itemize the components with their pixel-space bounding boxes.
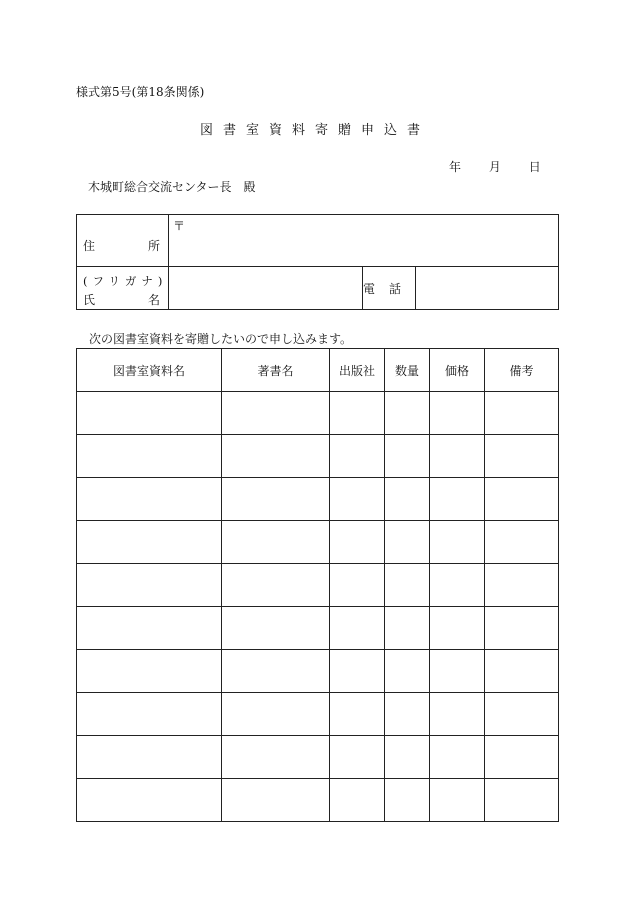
price-cell[interactable]: [430, 736, 485, 779]
instruction-text: 次の図書室資料を寄贈したいので申し込みます。: [89, 332, 353, 346]
publisher-cell[interactable]: [330, 435, 385, 478]
author-cell[interactable]: [222, 693, 330, 736]
table-row: [77, 564, 559, 607]
header-material-name: 図書室資料名: [77, 349, 222, 392]
document-title: 図書室資料寄贈申込書: [199, 123, 430, 138]
remarks-cell[interactable]: [485, 392, 559, 435]
quantity-cell[interactable]: [385, 564, 430, 607]
date-year-label: 年: [449, 160, 462, 174]
publisher-cell[interactable]: [330, 693, 385, 736]
address-row: [77, 215, 559, 267]
author-cell[interactable]: [222, 478, 330, 521]
author-cell[interactable]: [222, 392, 330, 435]
quantity-cell[interactable]: [385, 736, 430, 779]
remarks-cell[interactable]: [485, 607, 559, 650]
name-label-cell: [77, 267, 169, 310]
name-label-1: 氏: [83, 293, 96, 307]
publisher-cell[interactable]: [330, 521, 385, 564]
material-name-cell[interactable]: [77, 564, 222, 607]
price-cell[interactable]: [430, 779, 485, 822]
material-name-cell[interactable]: [77, 521, 222, 564]
material-name-cell[interactable]: [77, 435, 222, 478]
name-row: [77, 267, 559, 310]
author-cell[interactable]: [222, 736, 330, 779]
table-row: [77, 607, 559, 650]
table-row: [77, 736, 559, 779]
table-row: [77, 650, 559, 693]
phone-field[interactable]: [416, 267, 559, 310]
table-row: [77, 478, 559, 521]
addressee: 木城町総合交流センター長 殿: [88, 180, 256, 194]
material-name-cell[interactable]: [77, 392, 222, 435]
material-name-cell[interactable]: [77, 650, 222, 693]
address-label-1: 住: [83, 239, 96, 253]
author-cell[interactable]: [222, 435, 330, 478]
header-remarks: 備考: [485, 349, 559, 392]
remarks-cell[interactable]: [485, 779, 559, 822]
name-field[interactable]: [169, 267, 363, 310]
form-number: 様式第5号(第18条関係): [76, 85, 205, 99]
remarks-cell[interactable]: [485, 693, 559, 736]
materials-header-row: [77, 349, 559, 392]
price-cell[interactable]: [430, 435, 485, 478]
publisher-cell[interactable]: [330, 478, 385, 521]
author-cell[interactable]: [222, 650, 330, 693]
publisher-cell[interactable]: [330, 736, 385, 779]
materials-body: [77, 392, 559, 822]
address-field[interactable]: [169, 215, 559, 267]
price-cell[interactable]: [430, 521, 485, 564]
quantity-cell[interactable]: [385, 392, 430, 435]
header-author: 著書名: [222, 349, 330, 392]
quantity-cell[interactable]: [385, 779, 430, 822]
material-name-cell[interactable]: [77, 607, 222, 650]
author-cell[interactable]: [222, 521, 330, 564]
publisher-cell[interactable]: [330, 607, 385, 650]
address-label-cell: [77, 215, 169, 267]
date-day-label: 日: [528, 160, 541, 174]
price-cell[interactable]: [430, 564, 485, 607]
price-cell[interactable]: [430, 693, 485, 736]
price-cell[interactable]: [430, 607, 485, 650]
postal-mark-icon: 〒: [173, 219, 186, 233]
quantity-cell[interactable]: [385, 650, 430, 693]
remarks-cell[interactable]: [485, 435, 559, 478]
table-row: [77, 435, 559, 478]
quantity-cell[interactable]: [385, 521, 430, 564]
author-cell[interactable]: [222, 564, 330, 607]
table-row: [77, 392, 559, 435]
applicant-table: [76, 214, 559, 310]
publisher-cell[interactable]: [330, 779, 385, 822]
table-row: [77, 779, 559, 822]
header-quantity: 数量: [385, 349, 430, 392]
publisher-cell[interactable]: [330, 650, 385, 693]
quantity-cell[interactable]: [385, 693, 430, 736]
date-month-label: 月: [488, 160, 501, 174]
furigana-label: (フリガナ): [83, 274, 168, 288]
remarks-cell[interactable]: [485, 564, 559, 607]
header-publisher: 出版社: [330, 349, 385, 392]
author-cell[interactable]: [222, 607, 330, 650]
remarks-cell[interactable]: [485, 650, 559, 693]
date-line: [449, 161, 565, 173]
author-cell[interactable]: [222, 779, 330, 822]
material-name-cell[interactable]: [77, 693, 222, 736]
address-label-2: 所: [147, 239, 160, 253]
table-row: [77, 521, 559, 564]
materials-table: [76, 348, 559, 822]
material-name-cell[interactable]: [77, 478, 222, 521]
price-cell[interactable]: [430, 650, 485, 693]
material-name-cell[interactable]: [77, 779, 222, 822]
quantity-cell[interactable]: [385, 607, 430, 650]
publisher-cell[interactable]: [330, 392, 385, 435]
price-cell[interactable]: [430, 392, 485, 435]
price-cell[interactable]: [430, 478, 485, 521]
quantity-cell[interactable]: [385, 435, 430, 478]
remarks-cell[interactable]: [485, 478, 559, 521]
quantity-cell[interactable]: [385, 478, 430, 521]
name-label-2: 名: [147, 293, 160, 307]
header-price: 価格: [430, 349, 485, 392]
remarks-cell[interactable]: [485, 736, 559, 779]
remarks-cell[interactable]: [485, 521, 559, 564]
publisher-cell[interactable]: [330, 564, 385, 607]
table-row: [77, 693, 559, 736]
phone-label: 電話: [363, 267, 416, 310]
material-name-cell[interactable]: [77, 736, 222, 779]
